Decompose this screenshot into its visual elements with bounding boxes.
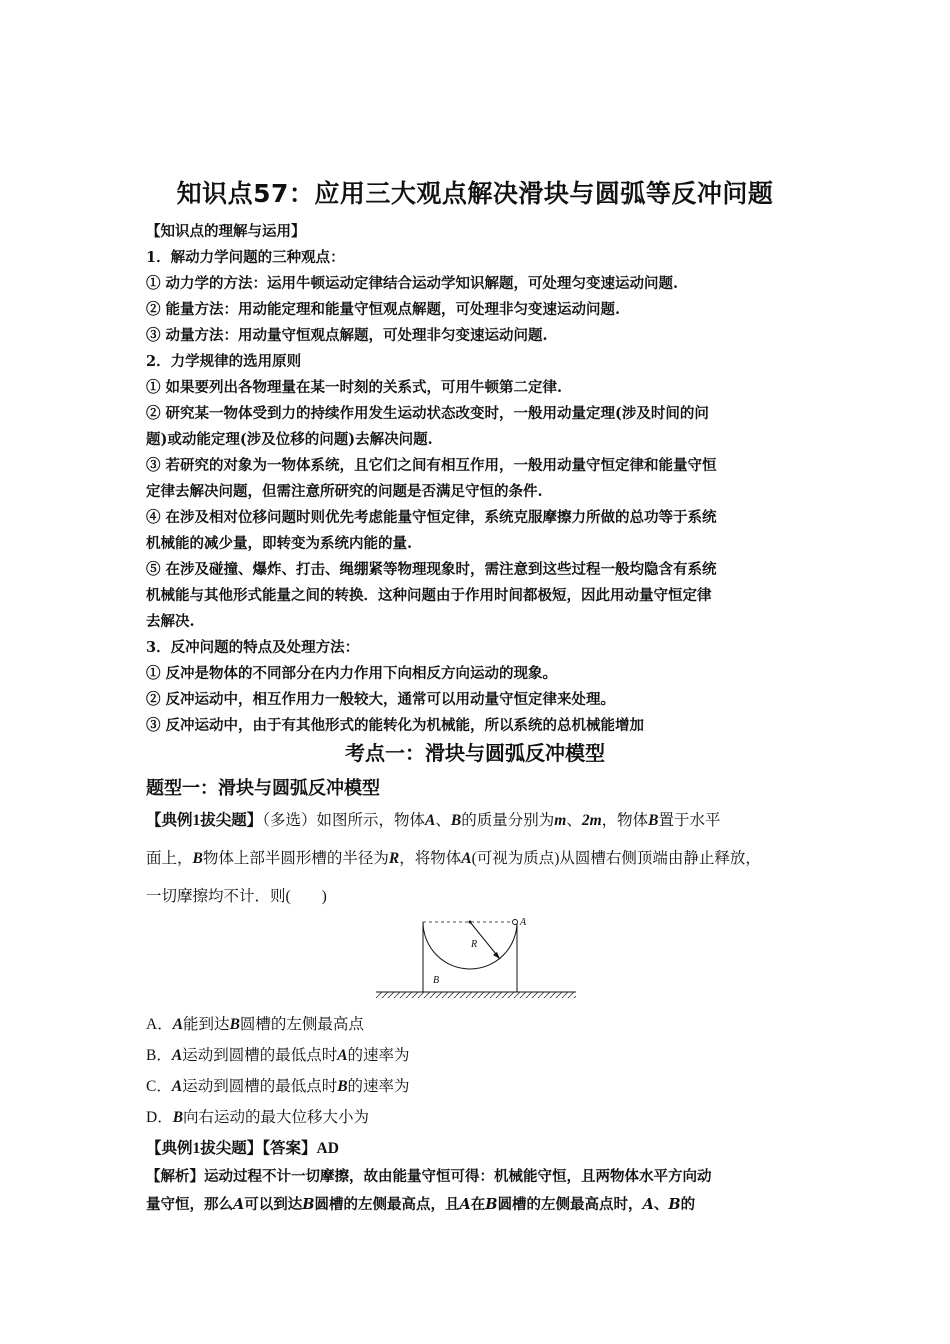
section-title: 考点一：滑块与圆弧反冲模型: [345, 741, 605, 765]
label-b: B: [433, 975, 440, 986]
example-paragraph-line-2: 面上，B物体上部半圆形槽的半径为R，将物体A(可视为质点)从圆槽右侧顶端由静止释放，: [146, 850, 761, 867]
text-line: 机械能的减少量，即转变为系统内能的量.: [146, 535, 413, 552]
page-title: 知识点57：应用三大观点解决滑块与圆弧等反冲问题: [176, 179, 774, 208]
subsection-title: 题型一：滑块与圆弧反冲模型: [146, 778, 380, 799]
label-r: R: [471, 939, 478, 950]
ground-hatch: [376, 992, 576, 998]
option-b: B．A运动到圆槽的最低点时A的速率为: [146, 1047, 410, 1064]
text-line: ③ 若研究的对象为一物体系统，且它们之间有相互作用，一般用动量守恒定律和能量守恒: [146, 457, 717, 474]
text-line: ② 能量方法：用动能定理和能量守恒观点解题，可处理非匀变速运动问题.: [146, 301, 621, 318]
example-tag: 【典例1拔尖题】: [146, 812, 263, 829]
option-a: A．A能到达B圆槽的左侧最高点: [146, 1016, 364, 1033]
analysis-line-1: 【解析】运动过程不计一切摩擦，故由能量守恒可得：机械能守恒，且两物体水平方向动: [146, 1168, 712, 1185]
text-line: 1．解动力学问题的三种观点：: [146, 249, 345, 266]
option-d: D．B向右运动的最大位移大小为: [146, 1109, 370, 1126]
text-line: ④ 在涉及相对位移问题时则优先考虑能量守恒定律，系统克服摩擦力所做的总功等于系统: [146, 509, 717, 526]
text-line: ③ 动量方法：用动量守恒观点解题，可处理非匀变速运动问题.: [146, 327, 548, 344]
analysis-tag: 【解析】: [146, 1168, 204, 1185]
analysis-line-2: 量守恒，那么A可以到达B圆槽的左侧最高点，且A在B圆槽的左侧最高点时，A、B的: [146, 1196, 696, 1213]
option-c: C．A运动到圆槽的最低点时B的速率为: [146, 1078, 410, 1095]
text-line: 定律去解决问题，但需注意所研究的问题是否满足守恒的条件.: [146, 483, 543, 500]
text-line: ⑤ 在涉及碰撞、爆炸、打击、绳绷紧等物理现象时，需注意到这些过程一般均隐含有系统: [146, 561, 717, 578]
text-line: 2．力学规律的选用原则: [146, 353, 302, 370]
radius-arrowhead: [493, 952, 500, 959]
semicircle-groove: [423, 922, 517, 969]
text-line: ① 如果要列出各物理量在某一时刻的关系式，可用牛顿第二定律.: [146, 379, 563, 396]
semicircle-groove-figure: [372, 912, 582, 1002]
object-a: [513, 920, 518, 925]
answer-tag: 【典例1拔尖题】【答案】: [146, 1140, 317, 1157]
answer-line: [146, 1136, 339, 1158]
label-a: A: [520, 917, 527, 928]
example-paragraph-line-1: 【典例1拔尖题】（多选）如图所示，物体A、B的质量分别为m、2m，物体B置于水平: [146, 812, 721, 829]
text-line: ② 研究某一物体受到力的持续作用发生运动状态改变时，一般用动量定理(涉及时间的问: [146, 405, 709, 422]
text-line: 题)或动能定理(涉及位移的问题)去解决问题.: [146, 431, 433, 448]
text-line: ③ 反冲运动中，由于有其他形式的能转化为机械能，所以系统的总机械能增加: [146, 717, 645, 734]
text-line: ① 动力学的方法：运用牛顿运动定律结合运动学知识解题，可处理匀变速运动问题.: [146, 275, 679, 292]
text-line: 机械能与其他形式能量之间的转换．这种问题由于作用时间都极短，因此用动量守恒定律: [146, 587, 712, 604]
text-line: ① 反冲是物体的不同部分在内力作用下向相反方向运动的现象。: [146, 665, 558, 682]
example-paragraph-line-3: 一切摩擦均不计．则( ): [146, 888, 327, 905]
answer-value: AD: [316, 1140, 339, 1157]
section-heading: 【知识点的理解与运用】: [146, 223, 306, 240]
text-line: ② 反冲运动中，相互作用力一般较大，通常可以用动量守恒定律来处理。: [146, 691, 616, 708]
text-line: 去解决.: [146, 613, 195, 630]
text-line: 3．反冲问题的特点及处理方法：: [146, 639, 360, 656]
